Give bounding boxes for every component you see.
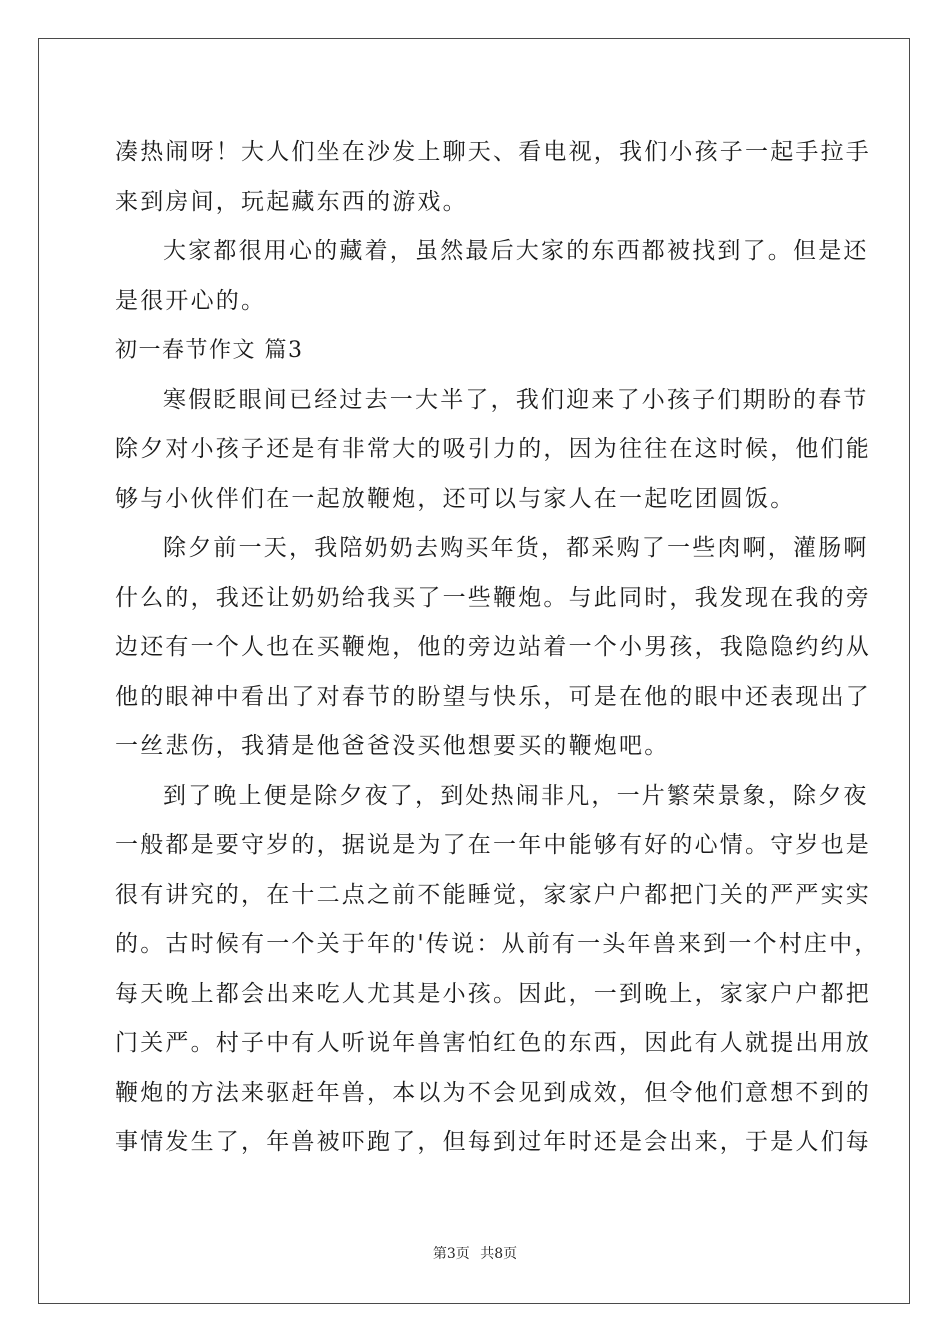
text-line: 除夕对小孩子还是有非常大的吸引力的，因为往往在这时候，他们能 <box>115 436 871 462</box>
text-line: 凑热闹呀！大人们坐在沙发上聊天、看电视，我们小孩子一起手拉手 <box>115 139 871 165</box>
text-line: 是很开心的。 <box>115 287 267 314</box>
text-line: 很有讲究的，在十二点之前不能睡觉，家家户户都把门关的严严实实 <box>115 881 871 908</box>
document-body <box>115 128 880 1168</box>
text-line: 够与小伙伴们在一起放鞭炮，还可以与家人在一起吃团圆饭。 <box>115 485 796 512</box>
text-line: 一丝悲伤，我猜是他爸爸没买他想要买的鞭炮吧。 <box>115 733 670 759</box>
text-line: 大家都很用心的藏着，虽然最后大家的东西都被找到了。但是还 <box>163 238 869 264</box>
text-line: 除夕前一天，我陪奶奶去购买年货，都采购了一些肉啊，灌肠啊 <box>163 535 869 561</box>
text-line: 鞭炮的方法来驱赶年兽，本以为不会见到成效，但令他们意想不到的 <box>115 1079 871 1106</box>
text-line: 一般都是要守岁的，据说是为了在一年中能够有好的心情。守岁也是 <box>115 832 871 858</box>
text-line: 门关严。村子中有人听说年兽害怕红色的东西，因此有人就提出用放 <box>115 1030 871 1056</box>
text-line: 寒假眨眼间已经过去一大半了，我们迎来了小孩子们期盼的春节 <box>163 386 869 413</box>
page-total: 共8页 <box>480 1246 518 1262</box>
text-line: 来到房间，玩起藏东西的游戏。 <box>115 188 468 215</box>
text-line: 事情发生了，年兽被吓跑了，但每到过年时还是会出来，于是人们每 <box>115 1129 871 1155</box>
section-heading: 初一春节作文 篇3 <box>115 338 304 363</box>
text-line: 他的眼神中看出了对春节的盼望与快乐，可是在他的眼中还表现出了 <box>115 683 871 710</box>
text-line: 什么的，我还让奶奶给我买了一些鞭炮。与此同时，我发现在我的旁 <box>115 584 871 611</box>
page-footer <box>0 1243 950 1263</box>
text-line: 到了晚上便是除夕夜了，到处热闹非凡，一片繁荣景象，除夕夜 <box>163 782 869 809</box>
page-number: 第3页 <box>432 1246 470 1262</box>
text-line: 每天晚上都会出来吃人尤其是小孩。因此，一到晚上，家家户户都把 <box>115 980 871 1007</box>
text-line: 的。古时候有一个关于年的'传说：从前有一头年兽来到一个村庄中， <box>115 931 880 957</box>
text-line: 边还有一个人也在买鞭炮，他的旁边站着一个小男孩，我隐隐约约从 <box>115 634 871 660</box>
